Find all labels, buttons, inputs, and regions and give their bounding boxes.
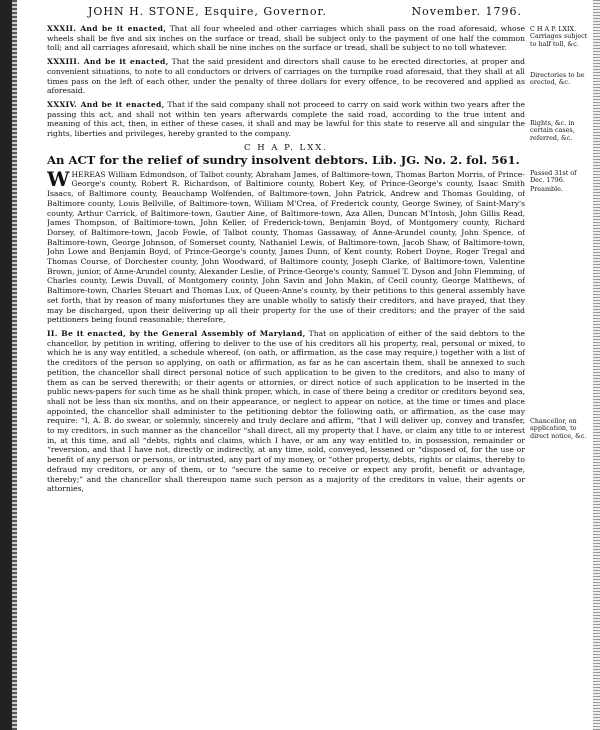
header-title: JOHN H. STONE, Esquire, Governor. bbox=[88, 5, 327, 18]
gutter-edge bbox=[12, 0, 17, 730]
section-text: That if the said company shall not proceed to carry on said work within two years after the passing this act, and shall not within ten years afterwards complete the said road, according to the true intent and meaning of this act, then, in either of these cases, it shall and may be lawful for this state to reserve all and singular the rights, liberties and privileges, hereby granted to the company. bbox=[47, 99, 525, 139]
running-header bbox=[52, 5, 522, 21]
section-32 bbox=[47, 24, 525, 53]
chapter-heading: C H A P. LXX. bbox=[243, 142, 328, 153]
section-text: That the said president and directors shall cause to be erected directories, at proper and convenient situations, to note to all conductors or drivers of carriages on the turnpike road aforesaid, that they shall at all times pass on the left of each other, under the penalty of three dollars for every offence, to be recovered and applied as aforesaid. bbox=[47, 57, 525, 96]
margin-note: Preamble. bbox=[530, 185, 563, 193]
section-lead: XXXII. And be it enacted, bbox=[47, 24, 167, 33]
section-lead: XXXIII. And be it enacted, bbox=[47, 57, 169, 67]
preamble-text: HEREAS William Edmondson, of Talbot county, Abraham James, of Baltimore-town, Thomas Barton Morris, of Prince-George's county, Robert R. Richardson, of Baltimore county, Robert Key, of Prince-George's county, Isaac Smith Isaacs, of Baltimore county, Beauchamp Wolfenden, of Baltimore-town, John Patrick, Andrew and Thomas Goulding, of Baltimore county, Louis Bellville, of Baltimore-town, William M'Crea, of Frederick county, George Swiney, of Saint-Mary's county, Arthur Carrick, of Baltimore-town, Gautier Aine, of Baltimore-town, Aza Allen, Duncan M'Intosh, John Gillis Read, James Thompson, of Baltimore-town, John Keller, of Frederick-town, Benjamin Boyd, of Montgomery county, Richard Dorsey, of Baltimore-town, Jacob Fowle, of Talbot county, Thomas Gassaway, of Anne-Arundel county, John Spence, of Baltimore-town, George Johnson, of Somerset county, Nathaniel Lewis, of Baltimore-town, Jacob Shaw, of Baltimore-town, John Lowe and Benjamin Boyd, of Prince-George's county, James Dunn, of Kent county, Robert Doyne, Roger Tregal and Thomas Course, of Dorchester county, John Woodward, of Baltimore county, Joseph Clarke, of Baltimore-town, Valentine Brown, junior, of Anne-Arundel county, Alexander Leslie, of Prince-George's county, Samuel T. Dyson and John Flemming, of Charles county, Lewis Duvall, of Montgomery county, John Savin and John Makin, of Cecil county, George Matthews, of Baltimore-town, Charles Steuart and Thomas Lux, of Queen-Anne's county, by their petitions to this general assembly have set forth, that by reason of many misfortunes they are unable wholly to satisfy their creditors, and have prayed, that they may be discharged, upon their delivering up all their property for the use of their creditors; and the prayer of the said petitioners being found reasonable; therefore, bbox=[47, 169, 525, 325]
page-edge bbox=[593, 0, 600, 730]
page-body bbox=[47, 24, 525, 724]
drop-cap: W bbox=[47, 166, 70, 191]
act-title: An ACT for the relief of sundry insolvent debtors. Lib. JG. No. 2. fol. 561. bbox=[47, 152, 520, 167]
header-year: 1796. bbox=[485, 5, 522, 18]
book-gutter bbox=[0, 0, 12, 730]
section-text: That on application of either of the said debtors to the chancellor, by petition in writing, offering to deliver to the use of his creditors all his property, real, personal or mixed, to which he is any way entitled, a schedule whereof, (on oath, or affirmation, as the case may require,) together with a list of the creditors of the person so applying, on oath or affirmation, as far as he can ascertain them, shall be annexed to such petition, the chancellor shall direct personal notice of such application to be given to the creditors, and also to many of them as can be served therewith; or their agents or attornies, or direct notice of such application to be inserted in the public news-papers for such time as he shall think proper, which, in case of there being a creditor or creditors beyond sea, shall not be less than six months, and on their appearance, or neglect to appear on notice, at the time or times and place appointed, the chancellor shall administer to the petitioning debtor the following oath, or affirmation, as the case may require: “I, A. B. do swear, or solemnly, sincerely and truly declare and affirm, “that I will deliver up, convey and transfer, to my creditors, in such manner as the chancellor “shall direct, all my property that I have, or claim any title to or interest in, at this time, and all “debts, rights and claims, which I have, or am any way entitled to, in possession, remainder or “reversion, and that I have not, directly or indirectly, at any time, sold, conveyed, lessened or “disposed of, for the use or benefit of any person or persons, or intrusted, any part of my money, or “other property, debts, rights or claims, thereby to defraud my creditors, or any of them, or to “secure the same to receive or expect any profit, benefit or advantage, thereby;” and the chancellor shall thereupon name such person as a majority of the creditors in value, their agents or attornies, bbox=[47, 328, 525, 494]
margin-note: Directories to be erected, &c. bbox=[530, 71, 585, 87]
section-lead: XXXIV. And be it enacted, bbox=[47, 99, 165, 109]
section-33 bbox=[47, 57, 525, 96]
section-lead: II. Be it enacted, by the General Assembly of Maryland, bbox=[47, 328, 306, 338]
margin-note: Rights, &c. in certain cases, referred, &c. bbox=[530, 119, 575, 142]
header-date bbox=[412, 5, 523, 18]
section-34 bbox=[47, 100, 525, 139]
margin-note: Passed 31st of Dec. 1796. bbox=[530, 169, 577, 185]
margin-note: Chancellor, on application, to direct notice, &c. bbox=[530, 417, 587, 440]
margin-note: C H A P. LXIX. Carriages subject to half toll, &c. bbox=[530, 25, 588, 48]
preamble bbox=[47, 166, 525, 325]
section-2 bbox=[47, 329, 525, 494]
section-text: That all four wheeled and other carriages which shall pass on the road aforesaid, whose wheels shall be five and six inches on the surface or tread, shall be subject only to the payment of one half the common toll; and all carriages aforesaid, which shall be nine inches on the surface or tread, shall be subject to no toll whatever. bbox=[47, 24, 525, 53]
header-month: November. bbox=[411, 5, 481, 18]
